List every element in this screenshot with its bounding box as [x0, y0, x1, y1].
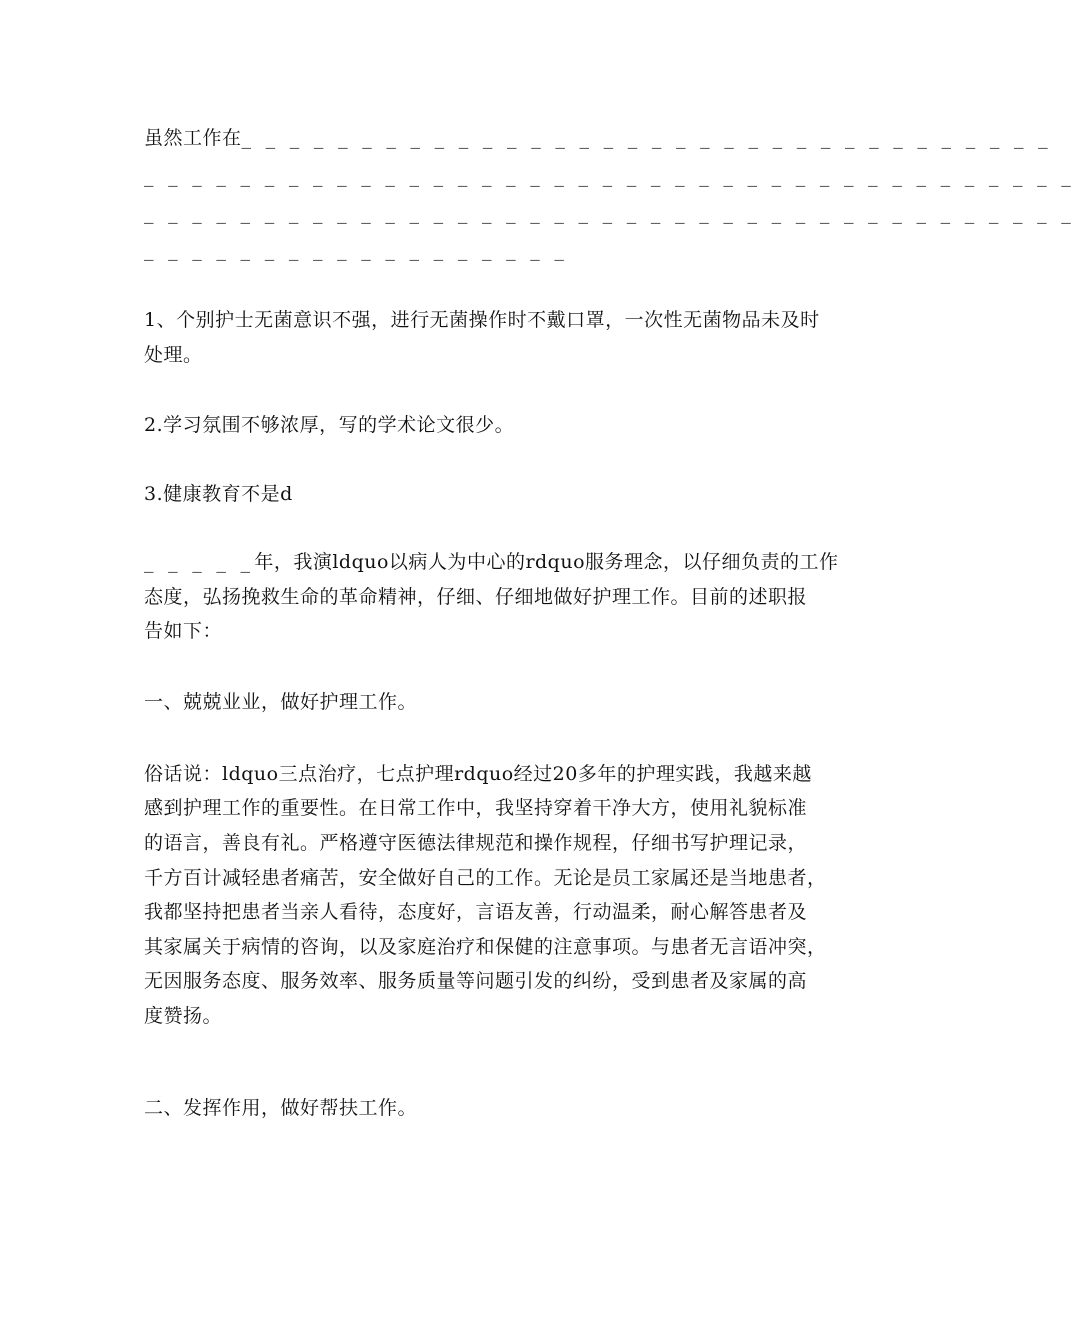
- fill-in-blank: _ _ _ _ _ _ _ _ _ _ _ _ _ _ _ _ _ _ _ _ _ _ _ _ _ _ _ _ _ _ _ _ _ _ _ _ _ _ _: [144, 202, 1075, 224]
- section-1-body-line: 千方百计减轻患者痛苦，安全做好自己的工作。无论是员工家属还是当地患者，: [144, 867, 827, 889]
- section-1-heading: 一、兢兢业业，做好护理工作。: [144, 691, 418, 713]
- item-3: 3.健康教育不是d: [144, 483, 293, 505]
- intro-line-1: [144, 126, 1052, 150]
- item-1-line-2: 处理。: [144, 344, 203, 366]
- fill-in-blank: _ _ _ _ _ _ _ _ _ _ _ _ _ _ _ _ _ _ _ _ _ _ _ _ _ _ _ _ _ _ _ _ _ _: [241, 127, 1052, 149]
- section-1-body-line: 度赞扬。: [144, 1005, 223, 1027]
- section-1-body-line: 我都坚持把患者当亲人看待，态度好，言语友善，行动温柔，耐心解答患者及: [144, 901, 808, 923]
- intro-text: 虽然工作在: [144, 127, 242, 149]
- opening-line-3: 告如下：: [144, 620, 223, 642]
- fill-in-blank: _ _ _ _ _ _ _ _ _ _ _ _ _ _ _ _ _ _ _ _ _ _ _ _ _ _ _ _ _ _ _ _ _ _ _ _ _ _ _: [144, 165, 1075, 187]
- fill-in-blank: _ _ _ _ _ _ _ _ _ _ _ _ _ _ _ _ _ _: [144, 239, 569, 261]
- item-1-line-1: 1、个别护士无菌意识不强，进行无菌操作时不戴口罩，一次性无菌物品未及时: [144, 309, 820, 331]
- section-2-heading: 二、发挥作用，做好帮扶工作。: [144, 1097, 418, 1119]
- section-1-body-line: 无因服务态度、服务效率、服务质量等问题引发的纠纷，受到患者及家属的高: [144, 970, 808, 992]
- item-2: 2.学习氛围不够浓厚，写的学术论文很少。: [144, 414, 515, 436]
- section-1-body-line: 的语言，善良有礼。严格遵守医德法律规范和操作规程，仔细书写护理记录，: [144, 832, 808, 854]
- fill-in-blank: _ _ _ _ _: [144, 551, 255, 573]
- section-1-body-line: 俗话说：ldquo三点治疗，七点护理rdquo经过20多年的护理实践，我越来越: [144, 763, 812, 785]
- section-1-body-line: 感到护理工作的重要性。在日常工作中，我坚持穿着干净大方，使用礼貌标准: [144, 797, 808, 819]
- opening-line-2: 态度，弘扬挽救生命的革命精神，仔细、仔细地做好护理工作。目前的述职报: [144, 586, 808, 608]
- section-1-body-line: 其家属关于病情的咨询，以及家庭治疗和保健的注意事项。与患者无言语冲突，: [144, 936, 827, 958]
- opening-text: 年，我演ldquo以病人为中心的rdquo服务理念，以仔细负责的工作: [254, 551, 839, 573]
- opening-line-1: [144, 550, 839, 574]
